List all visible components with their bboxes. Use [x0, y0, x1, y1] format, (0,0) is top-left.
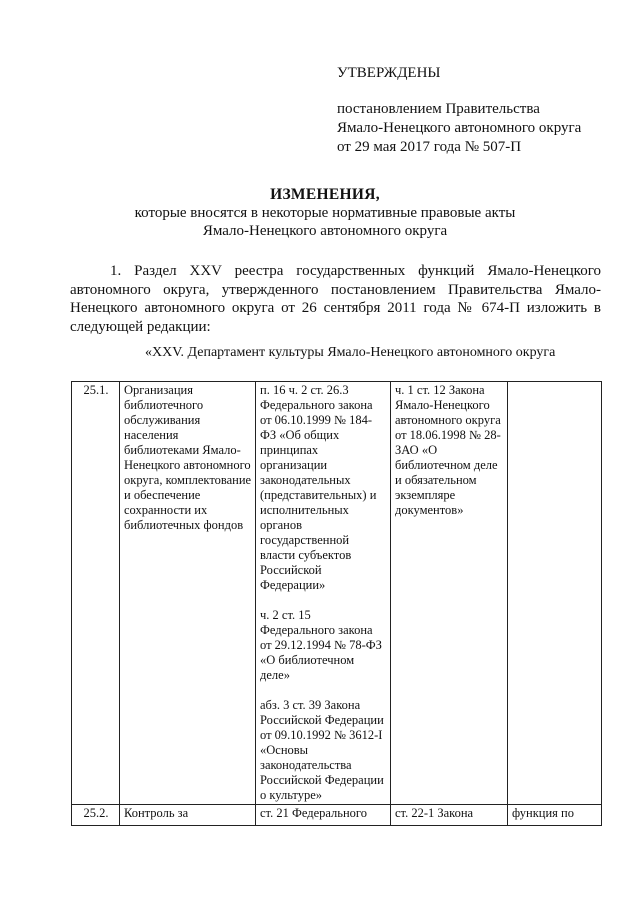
approval-heading: УТВЕРЖДЕНЫ — [337, 65, 441, 81]
section-heading: «XXV. Департамент культуры Ямало-Ненецкого автономного округа — [145, 345, 556, 360]
document-title — [70, 186, 580, 240]
regional-basis-cell: ч. 1 ст. 12 Закона Ямало-Ненецкого автономного округа от 18.06.1998 № 28-ЗАО «О библиотечном деле и обязательном экземпляре документов» — [391, 382, 508, 805]
title-subtitle: Ямало-Ненецкого автономного округа — [202, 223, 448, 239]
spacer — [260, 683, 387, 698]
table-row — [72, 382, 602, 805]
registry-table — [71, 381, 602, 826]
approval-line: постановлением Правительства — [337, 101, 540, 117]
function-name-cell: Контроль за — [120, 805, 256, 826]
note-cell: функция по — [508, 805, 602, 826]
row-number: 25.1. — [72, 382, 120, 805]
spacer — [260, 593, 387, 608]
approval-line: Ямало-Ненецкого автономного округа — [337, 120, 582, 136]
approval-block — [337, 64, 627, 157]
title-main: ИЗМЕНЕНИЯ, — [270, 186, 380, 203]
title-subtitle: которые вносятся в некоторые нормативные правовые акты — [134, 205, 516, 221]
approval-line: от 29 мая 2017 года № 507-П — [337, 139, 522, 155]
amendment-paragraph: 1. Раздел XXV реестра государственных функций Ямало-Ненецкого автономного округа, утвержденного постановлением Правительства Ямало-Ненецкого автономного округа от 26 сентября 2011 года № 674-П изложить в следующей редакции: — [70, 263, 601, 335]
row-number: 25.2. — [72, 805, 120, 826]
federal-basis-item: абз. 3 ст. 39 Закона Российской Федерации от 09.10.1992 № 3612-I «Основы законодательства Российской Федерации о культуре» — [260, 698, 384, 802]
federal-basis-item: ч. 2 ст. 15 Федерального закона от 29.12.1994 № 78-ФЗ «О библиотечном деле» — [260, 608, 382, 682]
note-cell — [508, 382, 602, 805]
federal-basis-item: п. 16 ч. 2 ст. 26.3 Федерального закона от 06.10.1999 № 184-ФЗ «Об общих принципах организации законодательных (представительных) и исполнительных органов государственной власти субъектов Российской Федерации» — [260, 383, 377, 592]
regional-basis-cell: ст. 22-1 Закона — [391, 805, 508, 826]
function-name-cell: Организация библиотечного обслуживания населения библиотеками Ямало-Ненецкого автономного округа, комплектование и обеспечение сохранности их библиотечных фондов — [120, 382, 256, 805]
federal-basis-cell — [256, 382, 391, 805]
federal-basis-cell: ст. 21 Федерального — [256, 805, 391, 826]
table-row — [72, 805, 602, 826]
